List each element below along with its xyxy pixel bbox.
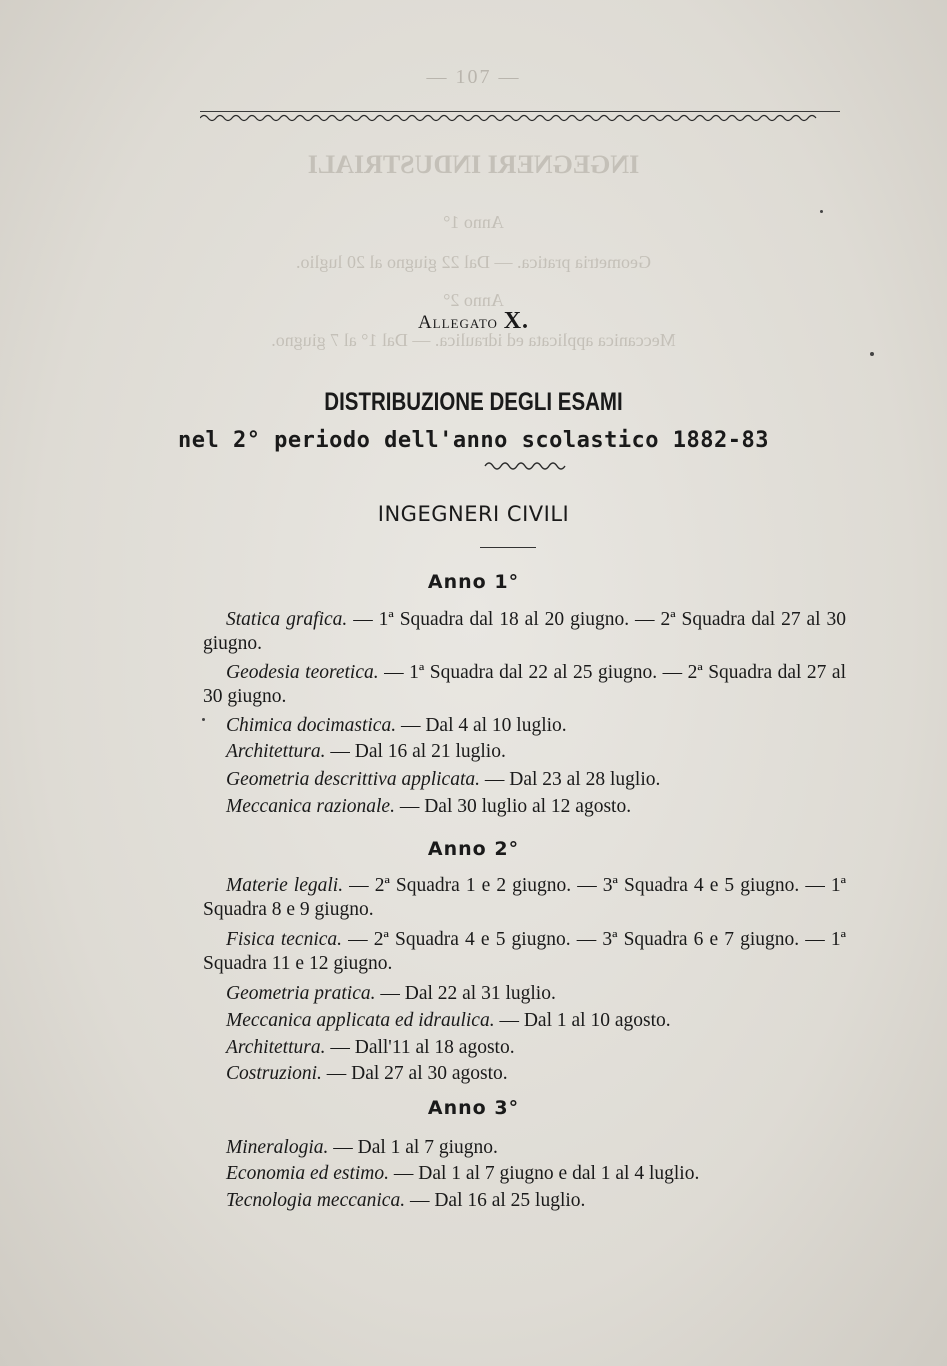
year-heading-label: Anno — [427, 1097, 487, 1119]
exam-entry — [203, 1036, 846, 1060]
exam-dates: — 2ª Squadra 1 e 2 giugno. — 3ª Squadra 4 e 5 giugno. — 1ª Squadra 8 e 9 giugno. — [203, 875, 847, 920]
exam-subject: Fisica tecnica. — [226, 929, 343, 950]
exam-entry — [203, 1162, 846, 1186]
year-heading — [0, 1097, 947, 1119]
exam-subject: Meccanica applicata ed idraulica. — [226, 1010, 495, 1031]
exam-dates: — 2ª Squadra 4 e 5 giugno. — 3ª Squadra 6 e 7 giugno. — 1ª Squadra 11 e 12 giugno. — [203, 929, 847, 974]
bleed-through-heading: INGEGNERI INDUSTRIALI — [307, 150, 640, 179]
section-heading: INGEGNERI CIVILI — [377, 502, 570, 526]
exam-subject: Mineralogia. — [226, 1137, 329, 1158]
exam-dates: — Dal 4 al 10 luglio. — [400, 715, 567, 736]
exam-entry — [203, 795, 846, 819]
exam-dates: — Dal 1 al 10 agosto. — [499, 1010, 671, 1031]
exam-dates: — Dal 30 luglio al 12 agosto. — [399, 796, 632, 817]
exam-subject: Architettura. — [226, 1037, 326, 1058]
allegato-number: X. — [503, 308, 530, 334]
bleed-through-year: Anno 2° — [443, 290, 504, 310]
exam-subject: Economia ed estimo. — [226, 1163, 390, 1184]
exam-dates: — Dal 27 al 30 agosto. — [326, 1063, 508, 1084]
exam-entry — [203, 1189, 846, 1213]
exam-subject: Tecnologia meccanica. — [226, 1190, 406, 1211]
paper-speck — [202, 718, 205, 721]
exam-subject: Geodesia teoretica. — [226, 662, 379, 683]
wavy-rule-ornament — [200, 112, 840, 126]
year-heading — [0, 571, 947, 593]
exam-dates: — Dal 16 al 21 luglio. — [330, 741, 506, 762]
exam-dates: — Dal 22 al 31 luglio. — [380, 983, 556, 1004]
exam-dates: — Dal 23 al 28 luglio. — [484, 769, 661, 790]
year-heading-label: Anno — [427, 571, 487, 593]
exam-subject: Geometria pratica. — [226, 983, 376, 1004]
exam-entry — [203, 1062, 846, 1086]
paper-speck — [820, 210, 823, 213]
exam-entry — [203, 928, 846, 976]
exam-dates: — Dal 1 al 7 giugno. — [333, 1137, 498, 1158]
exam-dates: — Dal 16 al 25 luglio. — [409, 1190, 586, 1211]
exam-entry — [203, 1136, 846, 1160]
year-heading-ordinal: 2° — [494, 838, 520, 860]
exam-entry — [203, 1009, 846, 1033]
exam-dates: — Dal 1 al 7 giugno e dal 1 al 4 luglio. — [393, 1163, 700, 1184]
exam-subject: Materie legali. — [226, 875, 344, 896]
exam-entry — [203, 714, 846, 738]
section-rule — [480, 547, 536, 548]
allegato-word: Allegato — [417, 312, 498, 333]
bleed-through-line: Geometria pratica. — Dal 22 giugno al 20 luglio. — [296, 252, 651, 272]
exam-subject: Statica grafica. — [226, 609, 348, 630]
exam-dates: — Dall'11 al 18 agosto. — [330, 1037, 515, 1058]
exam-subject: Chimica docimastica. — [226, 715, 397, 736]
exam-dates: — 1ª Squadra dal 22 al 25 giugno. — 2ª Squadra dal 27 al 30 giugno. — [203, 662, 846, 707]
exam-subject: Architettura. — [226, 741, 326, 762]
bleed-through-year: Anno 1° — [443, 212, 504, 232]
exam-entry — [203, 874, 846, 922]
exam-entry — [203, 982, 846, 1006]
exam-entry — [203, 768, 846, 792]
paper-speck — [870, 352, 874, 356]
page-number: — 107 — — [426, 66, 521, 88]
exam-subject: Costruzioni. — [226, 1063, 322, 1084]
allegato-label — [0, 308, 947, 335]
exam-entry — [203, 608, 846, 656]
bleed-through-line: Meccanica applicata ed idraulica. — Dal 1° al 7 giugno. — [271, 330, 676, 350]
year-heading-label: Anno — [427, 838, 487, 860]
year-heading-ordinal: 3° — [494, 1097, 520, 1119]
exam-dates: — 1ª Squadra dal 18 al 20 giugno. — 2ª Squadra dal 27 al 30 giugno. — [203, 609, 847, 654]
year-heading-ordinal: 1° — [494, 571, 520, 593]
document-subtitle: nel 2° periodo dell'anno scolastico 1882-83 — [177, 428, 770, 453]
year-heading — [0, 838, 947, 860]
exam-entry — [203, 740, 846, 764]
exam-subject: Meccanica razionale. — [226, 796, 395, 817]
divider-ornament — [483, 458, 573, 470]
document-title: DISTRIBUZIONE DEGLI ESAMI — [324, 388, 623, 416]
exam-subject: Geometria descrittiva applicata. — [226, 769, 480, 790]
exam-entry — [203, 661, 846, 709]
